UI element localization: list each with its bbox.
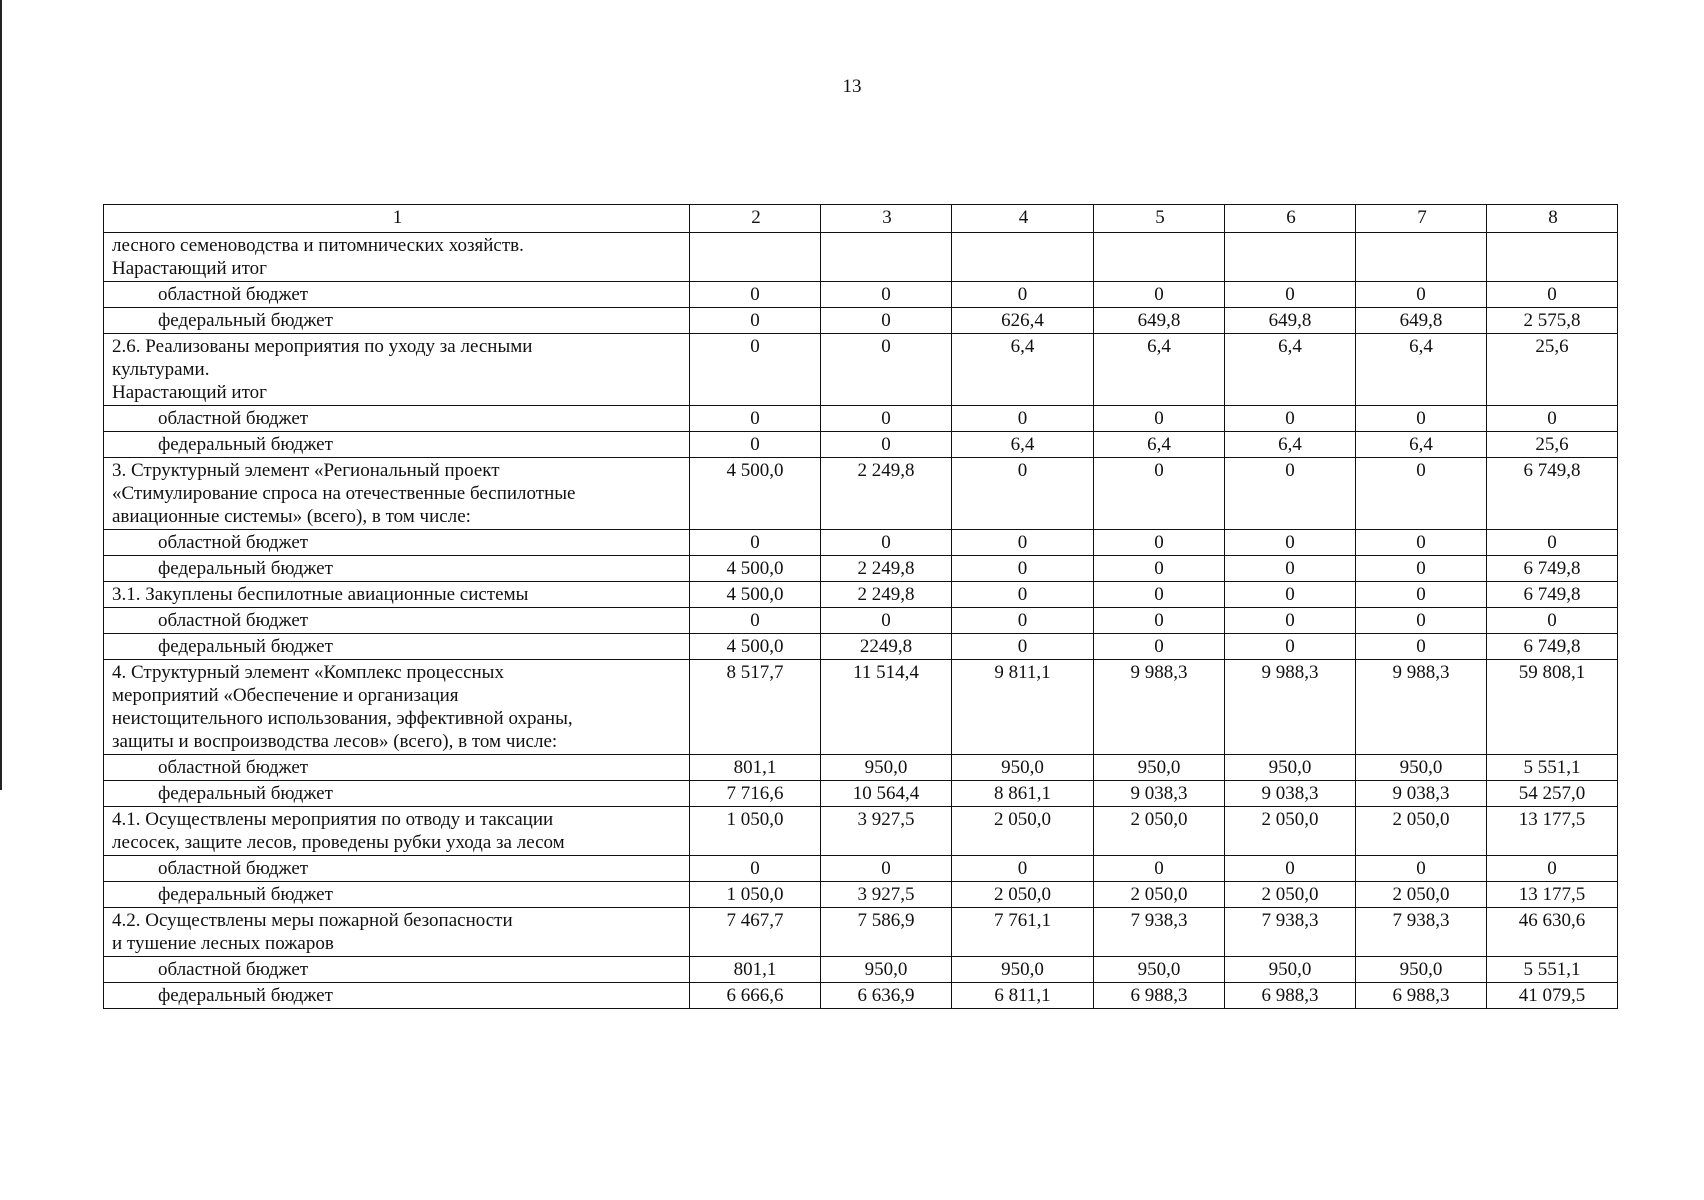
table-row <box>104 608 1618 634</box>
value-cell: 0 <box>1356 608 1487 634</box>
budget-source-label <box>104 432 690 458</box>
label-line: 3. Структурный элемент «Региональный проект <box>112 460 500 481</box>
value-cell: 0 <box>1094 406 1225 432</box>
table-row <box>104 432 1618 458</box>
table-row <box>104 634 1618 660</box>
value-cell: 0 <box>1487 530 1618 556</box>
value-cell: 0 <box>821 406 952 432</box>
label-line: лесосек, защите лесов, проведены рубки ухода за лесом <box>112 832 565 853</box>
label-line: областной бюджет <box>158 532 309 553</box>
value-cell: 0 <box>821 282 952 308</box>
value-cell: 0 <box>1356 530 1487 556</box>
column-number-cell: 7 <box>1356 205 1487 233</box>
value-cell <box>690 233 821 282</box>
value-cell: 54 257,0 <box>1487 781 1618 807</box>
value-cell: 0 <box>1094 530 1225 556</box>
value-cell: 0 <box>690 608 821 634</box>
table-row <box>104 458 1618 530</box>
value-cell: 0 <box>952 556 1094 582</box>
value-cell: 9 988,3 <box>1225 660 1356 755</box>
budget-table <box>103 204 1618 1009</box>
value-cell: 950,0 <box>1094 957 1225 983</box>
value-cell: 6,4 <box>952 432 1094 458</box>
value-cell: 7 467,7 <box>690 908 821 957</box>
value-cell: 9 811,1 <box>952 660 1094 755</box>
item-label <box>104 334 690 406</box>
value-cell: 0 <box>690 856 821 882</box>
value-cell: 7 938,3 <box>1094 908 1225 957</box>
value-cell: 950,0 <box>821 957 952 983</box>
value-cell: 7 938,3 <box>1225 908 1356 957</box>
column-number-row <box>104 205 1618 233</box>
value-cell: 0 <box>1094 856 1225 882</box>
label-line: федеральный бюджет <box>158 310 333 331</box>
value-cell: 4 500,0 <box>690 458 821 530</box>
value-cell: 950,0 <box>1225 755 1356 781</box>
table-row <box>104 233 1618 282</box>
value-cell: 9 038,3 <box>1225 781 1356 807</box>
label-line: Нарастающий итог <box>112 382 267 403</box>
value-cell: 0 <box>952 856 1094 882</box>
budget-source-label <box>104 856 690 882</box>
value-cell <box>821 233 952 282</box>
value-cell: 649,8 <box>1225 308 1356 334</box>
value-cell: 3 927,5 <box>821 807 952 856</box>
value-cell: 4 500,0 <box>690 582 821 608</box>
value-cell: 6 749,8 <box>1487 582 1618 608</box>
table-row <box>104 781 1618 807</box>
value-cell: 6,4 <box>1094 334 1225 406</box>
value-cell <box>1094 233 1225 282</box>
value-cell: 0 <box>1225 530 1356 556</box>
value-cell: 0 <box>1356 556 1487 582</box>
table-row <box>104 755 1618 781</box>
value-cell: 950,0 <box>1094 755 1225 781</box>
value-cell: 6 988,3 <box>1225 983 1356 1009</box>
value-cell: 0 <box>952 634 1094 660</box>
value-cell: 11 514,4 <box>821 660 952 755</box>
value-cell: 6 749,8 <box>1487 634 1618 660</box>
value-cell <box>1487 233 1618 282</box>
value-cell: 2 050,0 <box>1225 807 1356 856</box>
value-cell: 0 <box>1356 282 1487 308</box>
value-cell: 0 <box>1225 556 1356 582</box>
value-cell: 0 <box>1356 406 1487 432</box>
value-cell: 2 575,8 <box>1487 308 1618 334</box>
value-cell: 9 038,3 <box>1356 781 1487 807</box>
value-cell: 6 988,3 <box>1094 983 1225 1009</box>
value-cell: 0 <box>1225 582 1356 608</box>
table-row <box>104 807 1618 856</box>
value-cell: 25,6 <box>1487 432 1618 458</box>
value-cell: 0 <box>821 856 952 882</box>
value-cell: 8 861,1 <box>952 781 1094 807</box>
value-cell: 0 <box>821 432 952 458</box>
value-cell: 3 927,5 <box>821 882 952 908</box>
table-row <box>104 660 1618 755</box>
value-cell: 46 630,6 <box>1487 908 1618 957</box>
value-cell: 1 050,0 <box>690 807 821 856</box>
value-cell: 4 500,0 <box>690 634 821 660</box>
value-cell: 0 <box>1356 634 1487 660</box>
value-cell: 0 <box>1356 856 1487 882</box>
value-cell: 0 <box>1225 406 1356 432</box>
label-line: областной бюджет <box>158 408 309 429</box>
table-row <box>104 406 1618 432</box>
value-cell: 0 <box>1487 856 1618 882</box>
value-cell: 0 <box>952 530 1094 556</box>
value-cell: 0 <box>1094 282 1225 308</box>
value-cell: 649,8 <box>1094 308 1225 334</box>
column-number-cell: 5 <box>1094 205 1225 233</box>
label-line: 4. Структурный элемент «Комплекс процессных <box>112 662 504 683</box>
value-cell: 2 050,0 <box>1094 882 1225 908</box>
value-cell: 0 <box>690 530 821 556</box>
value-cell: 2249,8 <box>821 634 952 660</box>
value-cell: 950,0 <box>952 957 1094 983</box>
table-row <box>104 308 1618 334</box>
budget-source-label <box>104 608 690 634</box>
label-line: 2.6. Реализованы мероприятия по уходу за лесными <box>112 336 533 357</box>
page-number: 13 <box>842 76 862 97</box>
item-label <box>104 233 690 282</box>
label-line: 4.2. Осуществлены меры пожарной безопасности <box>112 910 513 931</box>
budget-source-label <box>104 634 690 660</box>
value-cell: 7 716,6 <box>690 781 821 807</box>
value-cell: 9 988,3 <box>1356 660 1487 755</box>
label-line: «Стимулирование спроса на отечественные беспилотные <box>112 483 576 504</box>
value-cell: 0 <box>690 308 821 334</box>
value-cell: 626,4 <box>952 308 1094 334</box>
value-cell: 0 <box>1487 406 1618 432</box>
value-cell: 6 749,8 <box>1487 556 1618 582</box>
column-number-cell: 1 <box>104 205 690 233</box>
table-row <box>104 556 1618 582</box>
value-cell: 0 <box>952 406 1094 432</box>
item-label <box>104 807 690 856</box>
value-cell: 6,4 <box>1356 432 1487 458</box>
value-cell: 0 <box>1094 634 1225 660</box>
budget-source-label <box>104 406 690 432</box>
label-line: 3.1. Закуплены беспилотные авиационные системы <box>112 584 529 605</box>
budget-source-label <box>104 282 690 308</box>
value-cell: 0 <box>1225 856 1356 882</box>
value-cell: 6 636,9 <box>821 983 952 1009</box>
value-cell: 2 249,8 <box>821 458 952 530</box>
value-cell: 0 <box>1094 458 1225 530</box>
value-cell: 25,6 <box>1487 334 1618 406</box>
column-number-cell: 2 <box>690 205 821 233</box>
value-cell: 7 761,1 <box>952 908 1094 957</box>
value-cell: 7 586,9 <box>821 908 952 957</box>
value-cell: 9 988,3 <box>1094 660 1225 755</box>
value-cell: 2 050,0 <box>1094 807 1225 856</box>
budget-source-label <box>104 957 690 983</box>
label-line: Нарастающий итог <box>112 258 267 279</box>
value-cell: 6,4 <box>1356 334 1487 406</box>
value-cell <box>1356 233 1487 282</box>
label-line: федеральный бюджет <box>158 884 333 905</box>
value-cell: 5 551,1 <box>1487 755 1618 781</box>
table-row <box>104 882 1618 908</box>
table-row <box>104 282 1618 308</box>
value-cell: 0 <box>690 334 821 406</box>
value-cell: 2 249,8 <box>821 556 952 582</box>
label-line: неистощительного использования, эффективной охраны, <box>112 708 573 729</box>
table-row <box>104 530 1618 556</box>
label-line: областной бюджет <box>158 858 309 879</box>
value-cell: 2 050,0 <box>952 807 1094 856</box>
value-cell: 41 079,5 <box>1487 983 1618 1009</box>
value-cell: 0 <box>1356 458 1487 530</box>
column-number-cell: 3 <box>821 205 952 233</box>
budget-source-label <box>104 781 690 807</box>
value-cell: 0 <box>1356 582 1487 608</box>
value-cell: 6 666,6 <box>690 983 821 1009</box>
value-cell: 9 038,3 <box>1094 781 1225 807</box>
column-number-cell: 6 <box>1225 205 1356 233</box>
value-cell: 801,1 <box>690 957 821 983</box>
value-cell: 2 249,8 <box>821 582 952 608</box>
label-line: федеральный бюджет <box>158 434 333 455</box>
column-number-cell: 4 <box>952 205 1094 233</box>
value-cell: 59 808,1 <box>1487 660 1618 755</box>
table-row <box>104 983 1618 1009</box>
value-cell: 0 <box>952 458 1094 530</box>
value-cell: 6 988,3 <box>1356 983 1487 1009</box>
value-cell: 0 <box>821 608 952 634</box>
table-row <box>104 856 1618 882</box>
table-row <box>104 908 1618 957</box>
value-cell: 0 <box>1225 608 1356 634</box>
value-cell: 7 938,3 <box>1356 908 1487 957</box>
value-cell: 0 <box>952 608 1094 634</box>
value-cell: 2 050,0 <box>1356 807 1487 856</box>
value-cell: 0 <box>690 282 821 308</box>
value-cell: 0 <box>690 432 821 458</box>
table-row <box>104 957 1618 983</box>
budget-source-label <box>104 755 690 781</box>
value-cell: 950,0 <box>1356 755 1487 781</box>
value-cell: 0 <box>690 406 821 432</box>
value-cell <box>1225 233 1356 282</box>
value-cell: 2 050,0 <box>952 882 1094 908</box>
value-cell: 6 749,8 <box>1487 458 1618 530</box>
value-cell: 649,8 <box>1356 308 1487 334</box>
value-cell: 0 <box>1094 556 1225 582</box>
value-cell: 6,4 <box>952 334 1094 406</box>
value-cell: 5 551,1 <box>1487 957 1618 983</box>
value-cell: 950,0 <box>952 755 1094 781</box>
value-cell: 10 564,4 <box>821 781 952 807</box>
value-cell: 0 <box>1225 458 1356 530</box>
value-cell: 950,0 <box>1225 957 1356 983</box>
value-cell: 0 <box>1094 582 1225 608</box>
budget-source-label <box>104 308 690 334</box>
value-cell: 0 <box>1487 282 1618 308</box>
column-number-cell: 8 <box>1487 205 1618 233</box>
value-cell: 0 <box>1487 608 1618 634</box>
label-line: областной бюджет <box>158 959 309 980</box>
value-cell: 950,0 <box>821 755 952 781</box>
label-line: областной бюджет <box>158 757 309 778</box>
budget-source-label <box>104 556 690 582</box>
label-line: федеральный бюджет <box>158 783 333 804</box>
item-label <box>104 582 690 608</box>
label-line: защиты и воспроизводства лесов» (всего), в том числе: <box>112 731 558 752</box>
value-cell: 0 <box>1225 282 1356 308</box>
value-cell: 0 <box>821 530 952 556</box>
value-cell: 2 050,0 <box>1225 882 1356 908</box>
label-line: областной бюджет <box>158 284 309 305</box>
value-cell: 0 <box>952 282 1094 308</box>
value-cell: 0 <box>1094 608 1225 634</box>
budget-source-label <box>104 530 690 556</box>
label-line: областной бюджет <box>158 610 309 631</box>
value-cell: 1 050,0 <box>690 882 821 908</box>
value-cell: 2 050,0 <box>1356 882 1487 908</box>
value-cell: 6,4 <box>1225 334 1356 406</box>
value-cell: 0 <box>952 582 1094 608</box>
value-cell: 0 <box>1225 634 1356 660</box>
value-cell: 6 811,1 <box>952 983 1094 1009</box>
item-label <box>104 908 690 957</box>
scan-edge-line <box>0 0 2 790</box>
budget-source-label <box>104 882 690 908</box>
value-cell: 13 177,5 <box>1487 807 1618 856</box>
value-cell: 0 <box>821 334 952 406</box>
item-label <box>104 660 690 755</box>
table-body <box>104 205 1618 1009</box>
label-line: мероприятий «Обеспечение и организация <box>112 685 459 706</box>
label-line: культурами. <box>112 359 210 380</box>
label-line: авиационные системы» (всего), в том числе: <box>112 506 471 527</box>
table-row <box>104 334 1618 406</box>
label-line: федеральный бюджет <box>158 636 333 657</box>
label-line: федеральный бюджет <box>158 558 333 579</box>
item-label <box>104 458 690 530</box>
budget-source-label <box>104 983 690 1009</box>
value-cell: 0 <box>821 308 952 334</box>
value-cell: 13 177,5 <box>1487 882 1618 908</box>
value-cell: 4 500,0 <box>690 556 821 582</box>
value-cell: 801,1 <box>690 755 821 781</box>
value-cell: 6,4 <box>1094 432 1225 458</box>
label-line: федеральный бюджет <box>158 985 333 1006</box>
label-line: и тушение лесных пожаров <box>112 933 334 954</box>
label-line: лесного семеноводства и питомнических хозяйств. <box>112 235 524 256</box>
value-cell: 8 517,7 <box>690 660 821 755</box>
value-cell: 950,0 <box>1356 957 1487 983</box>
table-row <box>104 582 1618 608</box>
label-line: 4.1. Осуществлены мероприятия по отводу и таксации <box>112 809 554 830</box>
value-cell: 6,4 <box>1225 432 1356 458</box>
value-cell <box>952 233 1094 282</box>
